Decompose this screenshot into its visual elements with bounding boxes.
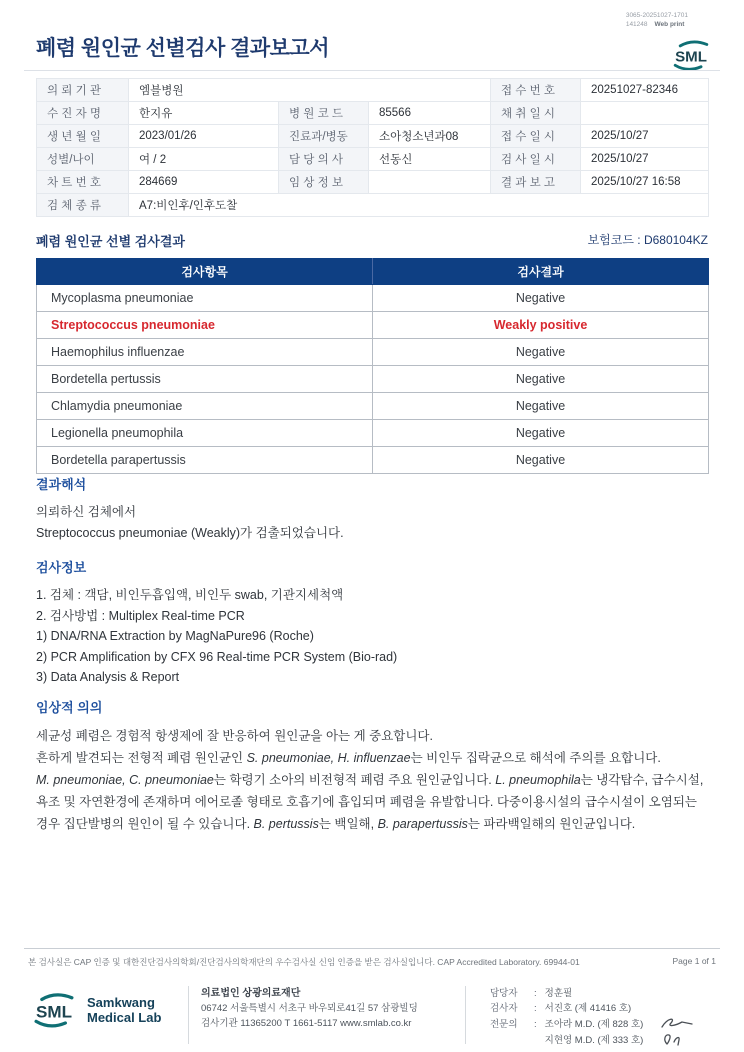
patient-info-row <box>37 125 709 148</box>
sml-logo-icon <box>668 38 714 74</box>
field-value <box>369 171 491 194</box>
footer-divider <box>24 948 720 949</box>
patient-info-row <box>37 171 709 194</box>
field-label: 의 뢰 기 관 <box>37 79 129 102</box>
test-info-line: 2. 검사방법 : Multiplex Real-time PCR <box>36 608 245 623</box>
test-item-cell: Streptococcus pneumoniae <box>37 312 373 339</box>
staff-colon: : <box>534 1003 537 1014</box>
sml-logo-icon <box>28 990 80 1030</box>
staff-label: 담당자 <box>490 988 518 999</box>
svg-text:SML: SML <box>36 1002 72 1022</box>
test-info-line: 3) Data Analysis & Report <box>36 670 180 684</box>
test-item-cell: Bordetella parapertussis <box>37 447 373 474</box>
interpretation-lines <box>36 502 708 543</box>
species-name: L. pneumophila <box>495 773 581 787</box>
result-row <box>37 420 709 447</box>
field-value: 2023/01/26 <box>129 125 279 148</box>
clinical-paragraph <box>36 747 708 769</box>
clinical-paragraph <box>36 725 708 747</box>
species-name: M. pneumoniae, C. pneumoniae <box>36 773 214 787</box>
clinical-text: 는 백일해, <box>318 817 378 831</box>
staff-value: 정훈필 <box>544 988 573 999</box>
field-label: 결 과 보 고 <box>491 171 581 194</box>
field-value <box>581 102 709 125</box>
test-info-lines <box>36 585 708 688</box>
field-value: 2025/10/27 16:58 <box>581 171 709 194</box>
field-label: 임 상 정 보 <box>279 171 369 194</box>
staff-label: 전문의 <box>490 1018 518 1030</box>
result-table-header-row <box>37 259 709 285</box>
staff-colon <box>534 1033 537 1048</box>
interpretation-line: Streptococcus pneumoniae (Weakly)가 검출되었습니다. <box>36 525 344 540</box>
test-item-cell: Bordetella pertussis <box>37 366 373 393</box>
test-info-line: 1) DNA/RNA Extraction by MagNaPure96 (Roche) <box>36 629 314 643</box>
footer-staff-info <box>490 984 695 1048</box>
footer-org-info <box>201 984 453 1031</box>
test-info-line: 1. 검체 : 객담, 비인두흡입액, 비인두 swab, 기관지세척액 <box>36 588 344 602</box>
field-label: 검 체 종 류 <box>37 194 129 217</box>
test-item-cell: Chlamydia pneumoniae <box>37 393 373 420</box>
species-name: B. parapertussis <box>377 817 468 831</box>
field-value: 2025/10/27 <box>581 148 709 171</box>
doc-number: 3065-20251027-1701 <box>625 12 688 19</box>
field-value: 소아청소년과08 <box>369 125 491 148</box>
field-label: 성별/나이 <box>37 148 129 171</box>
field-value: 한지유 <box>129 102 279 125</box>
test-info-line: 2) PCR Amplification by CFX 96 Real-time PCR System (Bio-rad) <box>36 649 398 664</box>
test-result-cell: Weakly positive <box>373 312 709 339</box>
patient-info-table <box>36 78 709 217</box>
test-item-cell: Mycoplasma pneumoniae <box>37 285 373 312</box>
staff-label: 검사자 <box>490 1003 518 1014</box>
clinical-paragraphs <box>36 725 708 835</box>
test-item-cell: Legionella pneumophila <box>37 420 373 447</box>
field-value: 여 / 2 <box>129 148 279 171</box>
field-value: 85566 <box>369 102 491 125</box>
field-value: 엠블병원 <box>129 79 491 102</box>
print-number: 141248 <box>625 21 648 28</box>
header-divider <box>24 70 720 71</box>
species-name: B. pertussis <box>253 817 319 831</box>
test-result-cell: Negative <box>373 420 709 447</box>
clinical-section <box>36 697 708 835</box>
staff-value: 조아라 M.D. (제 828 호) <box>544 1018 644 1030</box>
print-info <box>626 20 688 29</box>
species-name: S. pneumoniae, H. influenzae <box>246 751 411 765</box>
staff-row <box>490 1032 695 1048</box>
print-meta <box>626 11 688 29</box>
patient-info-row <box>37 102 709 125</box>
org-contact: 검사기관 11365200 T 1661-5117 www.smlab.co.kr <box>201 1018 412 1029</box>
result-row <box>37 339 709 366</box>
interpretation-section <box>36 474 708 543</box>
result-table-body <box>37 285 709 474</box>
test-result-cell: Negative <box>373 366 709 393</box>
result-row <box>37 393 709 420</box>
clinical-text: 세균성 폐렴은 경험적 항생제에 잘 반응하여 원인균을 아는 게 중요합니다. <box>36 729 433 743</box>
logo-name-line2: Medical Lab <box>87 1010 162 1025</box>
test-info-section <box>36 557 708 688</box>
result-row <box>37 312 709 339</box>
signature-icon <box>659 1016 695 1032</box>
field-value: 선동신 <box>369 148 491 171</box>
insurance-code: 보험코드 : D680104KZ <box>587 233 708 247</box>
clinical-text: 는 파라백일해의 원인균입니다. <box>467 817 636 831</box>
result-table <box>36 258 709 474</box>
patient-info-body <box>37 79 709 217</box>
test-result-cell: Negative <box>373 393 709 420</box>
clinical-heading: 임상적 의의 <box>36 700 103 715</box>
test-result-cell: Negative <box>373 339 709 366</box>
staff-row <box>490 1001 695 1016</box>
staff-row <box>490 1016 695 1032</box>
footer-logo <box>28 984 176 1030</box>
field-label: 채 취 일 시 <box>491 102 581 125</box>
interpretation-heading: 결과해석 <box>36 477 87 492</box>
clinical-paragraph <box>36 769 708 835</box>
test-item-cell: Haemophilus influenzae <box>37 339 373 366</box>
org-address: 06742 서울특별시 서초구 바우뫼로41길 57 삼광빌딩 <box>201 1003 418 1014</box>
field-label: 수 진 자 명 <box>37 102 129 125</box>
field-label: 병 원 코 드 <box>279 102 369 125</box>
result-row <box>37 285 709 312</box>
staff-value: 지현영 M.D. (제 333 호) <box>544 1034 644 1046</box>
test-info-heading: 검사정보 <box>36 560 87 575</box>
col-header-test-result: 검사결과 <box>373 259 709 285</box>
staff-row <box>490 986 695 1001</box>
staff-colon: : <box>534 988 537 999</box>
patient-info-row <box>37 148 709 171</box>
clinical-text: 흔하게 발견되는 전형적 폐렴 원인균인 <box>36 751 247 765</box>
footer-vertical-divider <box>188 986 189 1044</box>
field-label: 담 당 의 사 <box>279 148 369 171</box>
field-value: A7:비인후/인후도찰 <box>129 194 709 217</box>
field-label: 검 사 일 시 <box>491 148 581 171</box>
logo-name-line1: Samkwang <box>87 995 155 1010</box>
interpretation-line: 의뢰하신 검체에서 <box>36 505 137 519</box>
patient-info-row <box>37 79 709 102</box>
footer-logo-name <box>87 995 161 1025</box>
result-row <box>37 366 709 393</box>
page-number: Page 1 of 1 <box>672 956 716 966</box>
cap-accreditation-line: 본 검사실은 CAP 인증 및 대한진단검사의학회/진단검사의학재단의 우수검사실 신임 인증을 받은 검사실입니다. CAP Accredited Laboratory. 69944-01 <box>28 957 580 967</box>
footer-block <box>28 984 724 1046</box>
field-label: 진료과/병동 <box>279 125 369 148</box>
staff-colon: : <box>534 1018 537 1030</box>
signature-icon <box>659 1032 695 1048</box>
svg-text:SML: SML <box>675 48 707 66</box>
field-value: 2025/10/27 <box>581 125 709 148</box>
test-result-cell: Negative <box>373 447 709 474</box>
footer-vertical-divider <box>465 986 466 1044</box>
org-name: 의료법인 상광의료재단 <box>201 988 301 999</box>
result-section-title: 폐렴 원인균 선별 검사결과 <box>36 234 185 249</box>
print-label: Web print <box>654 21 685 28</box>
result-row <box>37 447 709 474</box>
clinical-text: 는 냉각탑수, 급수시설, 욕조 및 자연환경에 존재하며 에어로졸 형태로 호흡기에 흡입되며 폐렴을 유발합니다. 다중이용시설의 급수시설이 오염되는 경우 집단발병의 원인이 될 수 있습니다. <box>36 773 704 831</box>
col-header-test-item: 검사항목 <box>37 259 373 285</box>
field-label: 접 수 일 시 <box>491 125 581 148</box>
field-value: 284669 <box>129 171 279 194</box>
test-result-cell: Negative <box>373 285 709 312</box>
report-title: 폐렴 원인균 선별검사 결과보고서 <box>36 37 330 60</box>
clinical-text: 는 비인두 집락균으로 해석에 주의를 요합니다. <box>410 751 661 765</box>
result-section-header <box>36 231 708 251</box>
field-label: 생 년 월 일 <box>37 125 129 148</box>
field-value: 20251027-82346 <box>581 79 709 102</box>
staff-value: 서진호 (제 41416 호) <box>544 1003 632 1014</box>
clinical-text: 는 학령기 소아의 비전형적 폐렴 주요 원인균입니다. <box>213 773 496 787</box>
patient-info-row <box>37 194 709 217</box>
field-label: 차 트 번 호 <box>37 171 129 194</box>
field-label: 접 수 번 호 <box>491 79 581 102</box>
